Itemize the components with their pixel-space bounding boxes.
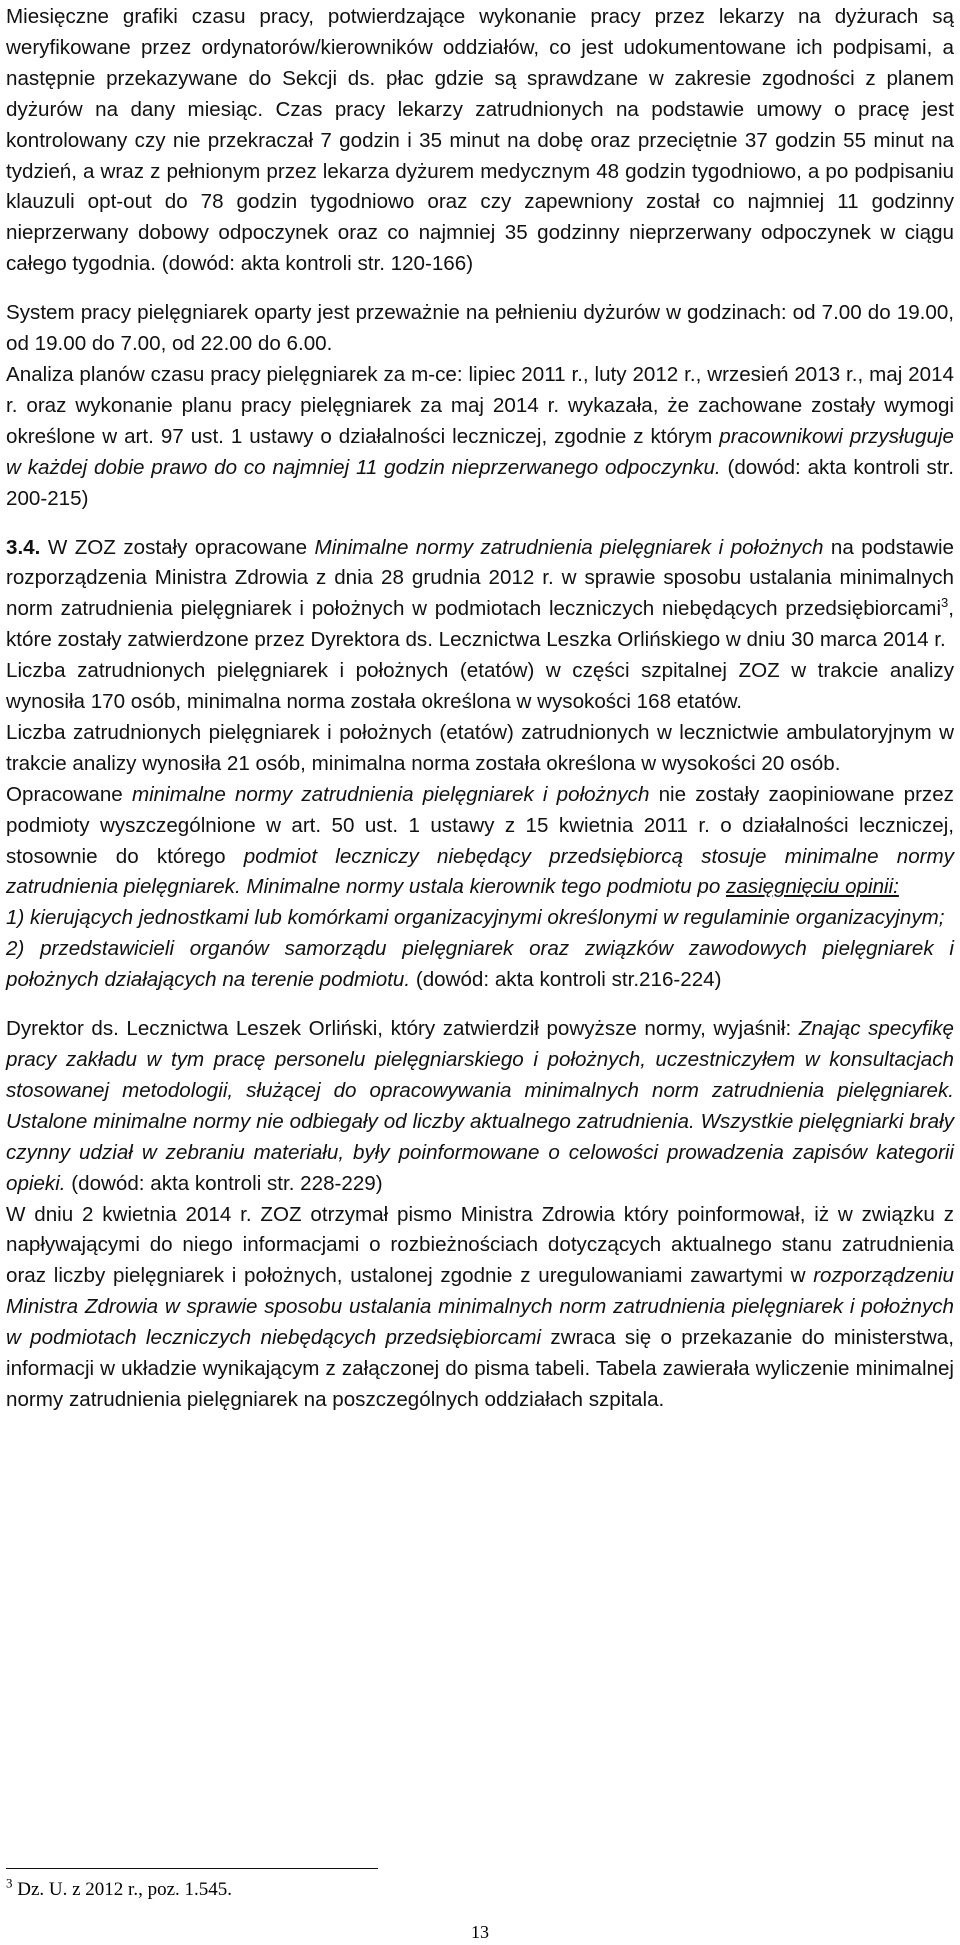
page-number: 13	[471, 1922, 489, 1942]
paragraph-hospital-staff: Liczba zatrudnionych pielęgniarek i położnych (etatów) w części szpitalnej ZOZ w trakcie analizy wynosiła 170 osób, minimalna norma została określona w wysokości 168 etatów.	[6, 659, 954, 714]
section-number: 3.4.	[6, 535, 41, 559]
footnote: $^3$ Dz. U. z 2012 r., poz. 1.545.	[6, 1875, 233, 1900]
paragraph-norms-item-1: 1) kierujących jednostkami lub komórkami organizacyjnymi określonymi w regulaminie organizacyjnym;	[6, 906, 945, 930]
paragraph-norms-opinion: Opracowane minimalne normy zatrudnienia pielęgniarek i położnych nie zostały zaopiniowane przez podmioty wyszczególnione w art. 50 ust. 1 ustawy z 15 kwietnia 2011 r. o działalności leczniczej, stosownie do którego podmiot leczniczy niebędący przedsiębiorcą stosuje minimalne normy zatrudnienia pielęgniarek. Minimalne normy ustala kierownik tego podmiotu po zasięgnięciu opinii:	[6, 782, 954, 899]
paragraph-nurse-analysis: Analiza planów czasu pracy pielęgniarek za m-ce: lipiec 2011 r., luty 2012 r., wrzesień 2013 r., maj 2014 r. oraz wykonanie planu pracy pielęgniarek za maj 2014 r. wykazała, że zachowane zostały wymogi określone w art. 97 ust. 1 ustawy o działalności leczniczej, zgodnie z którym pracownikowi przysługuje w każdej dobie prawo do co najmniej 11 godzin nieprzerwanego odpoczynku. (dowód: akta kontroli str. 200-215)	[6, 362, 954, 510]
paragraph-ministry-letter: W dniu 2 kwietnia 2014 r. ZOZ otrzymał pismo Ministra Zdrowia który poinformował, iż w związku z napływającymi do niego informacjami o rozbieżnościach dotyczących aktualnego stanu zatrudnienia oraz liczby pielęgniarek i położnych, ustalonej zgodnie z uregulowaniami zawartymi w rozporządzeniu Ministra Zdrowia w sprawie sposobu ustalania minimalnych norm zatrudnienia pielęgniarek i położnych w podmiotach leczniczych niebędących przedsiębiorcami zwraca się o przekazanie do ministerstwa, informacji w układzie wynikającym z załączonej do pisma tabeli. Tabela zawierała wyliczenie minimalnej normy zatrudnienia pielęgniarek na poszczególnych oddziałach szpitala.	[6, 1202, 954, 1411]
paragraph-section-3-4: 3.4. W ZOZ zostały opracowane Minimalne normy zatrudnienia pielęgniarek i położnych na podstawie rozporządzenia Ministra Zdrowia z dnia 28 grudnia 2012 r. w sprawie sposobu ustalania minimalnych norm zatrudnienia pielęgniarek i położnych w podmiotach leczniczych niebędących przedsiębiorcami$^3$, które zostały zatwierdzone przez Dyrektora ds. Lecznictwa Leszka Orlińskiego w dniu 30 marca 2014 r.	[6, 535, 954, 652]
paragraph-ambulatory-staff: Liczba zatrudnionych pielęgniarek i położnych (etatów) zatrudnionych w lecznictwie ambulatoryjnym w trakcie analizy wynosiła 21 osób, minimalna norma została określona w wysokości 20 osób.	[6, 720, 954, 775]
paragraph-director-explanation: Dyrektor ds. Lecznictwa Leszek Orliński, który zatwierdził powyższe normy, wyjaśnił: Znając specyfikę pracy zakładu w tym pracę personelu pielęgniarskiego i położnych, uczestniczyłem w konsultacjach stosowanej metodologii, służącej do opracowywania minimalnych norm zatrudnienia pielęgniarek. Ustalone minimalne normy nie odbiegały od liczby aktualnego zatrudnienia. Wszystkie pielęgniarki brały czynny udział w zebraniu materiału, były poinformowane o celowości prowadzenia zapisów kategorii opieki. (dowód: akta kontroli str. 228-229)	[6, 1017, 954, 1195]
footnote-separator	[6, 1868, 378, 1869]
footnote-ref: 3	[941, 595, 949, 611]
paragraph-norms-item-2: 2) przedstawicieli organów samorządu pielęgniarek oraz związków zawodowych pielęgniarek i położnych działających na terenie podmiotu. (dowód: akta kontroli str.216-224)	[6, 937, 954, 992]
paragraph-nurse-system: System pracy pielęgniarek oparty jest przeważnie na pełnieniu dyżurów w godzinach: od 7.00 do 19.00, od 19.00 do 7.00, od 22.00 do 6.00.	[6, 301, 954, 356]
paragraph-doctor-schedules: Miesięczne grafiki czasu pracy, potwierdzające wykonanie pracy przez lekarzy na dyżurach są weryfikowane przez ordynatorów/kierowników oddziałów, co jest udokumentowane ich podpisami, a następnie przekazywane do Sekcji ds. płac gdzie są sprawdzane w zakresie zgodności z planem dyżurów na dany miesiąc. Czas pracy lekarzy zatrudnionych na podstawie umowy o pracę jest kontrolowany czy nie przekraczał 7 godzin i 35 minut na dobę oraz przeciętnie 37 godzin 55 minut na tydzień, a wraz z pełnionym przez lekarza dyżurem medycznym 48 godzin tygodniowo, a po podpisaniu klauzuli opt-out do 78 godzin tygodniowo oraz czy zapewniony został co najmniej 11 godzinny nieprzerwany dobowy odpoczynek oraz co najmniej 35 godzinny nieprzerwany odpoczynek w ciągu całego tygodnia. (dowód: akta kontroli str. 120-166)	[6, 5, 954, 276]
